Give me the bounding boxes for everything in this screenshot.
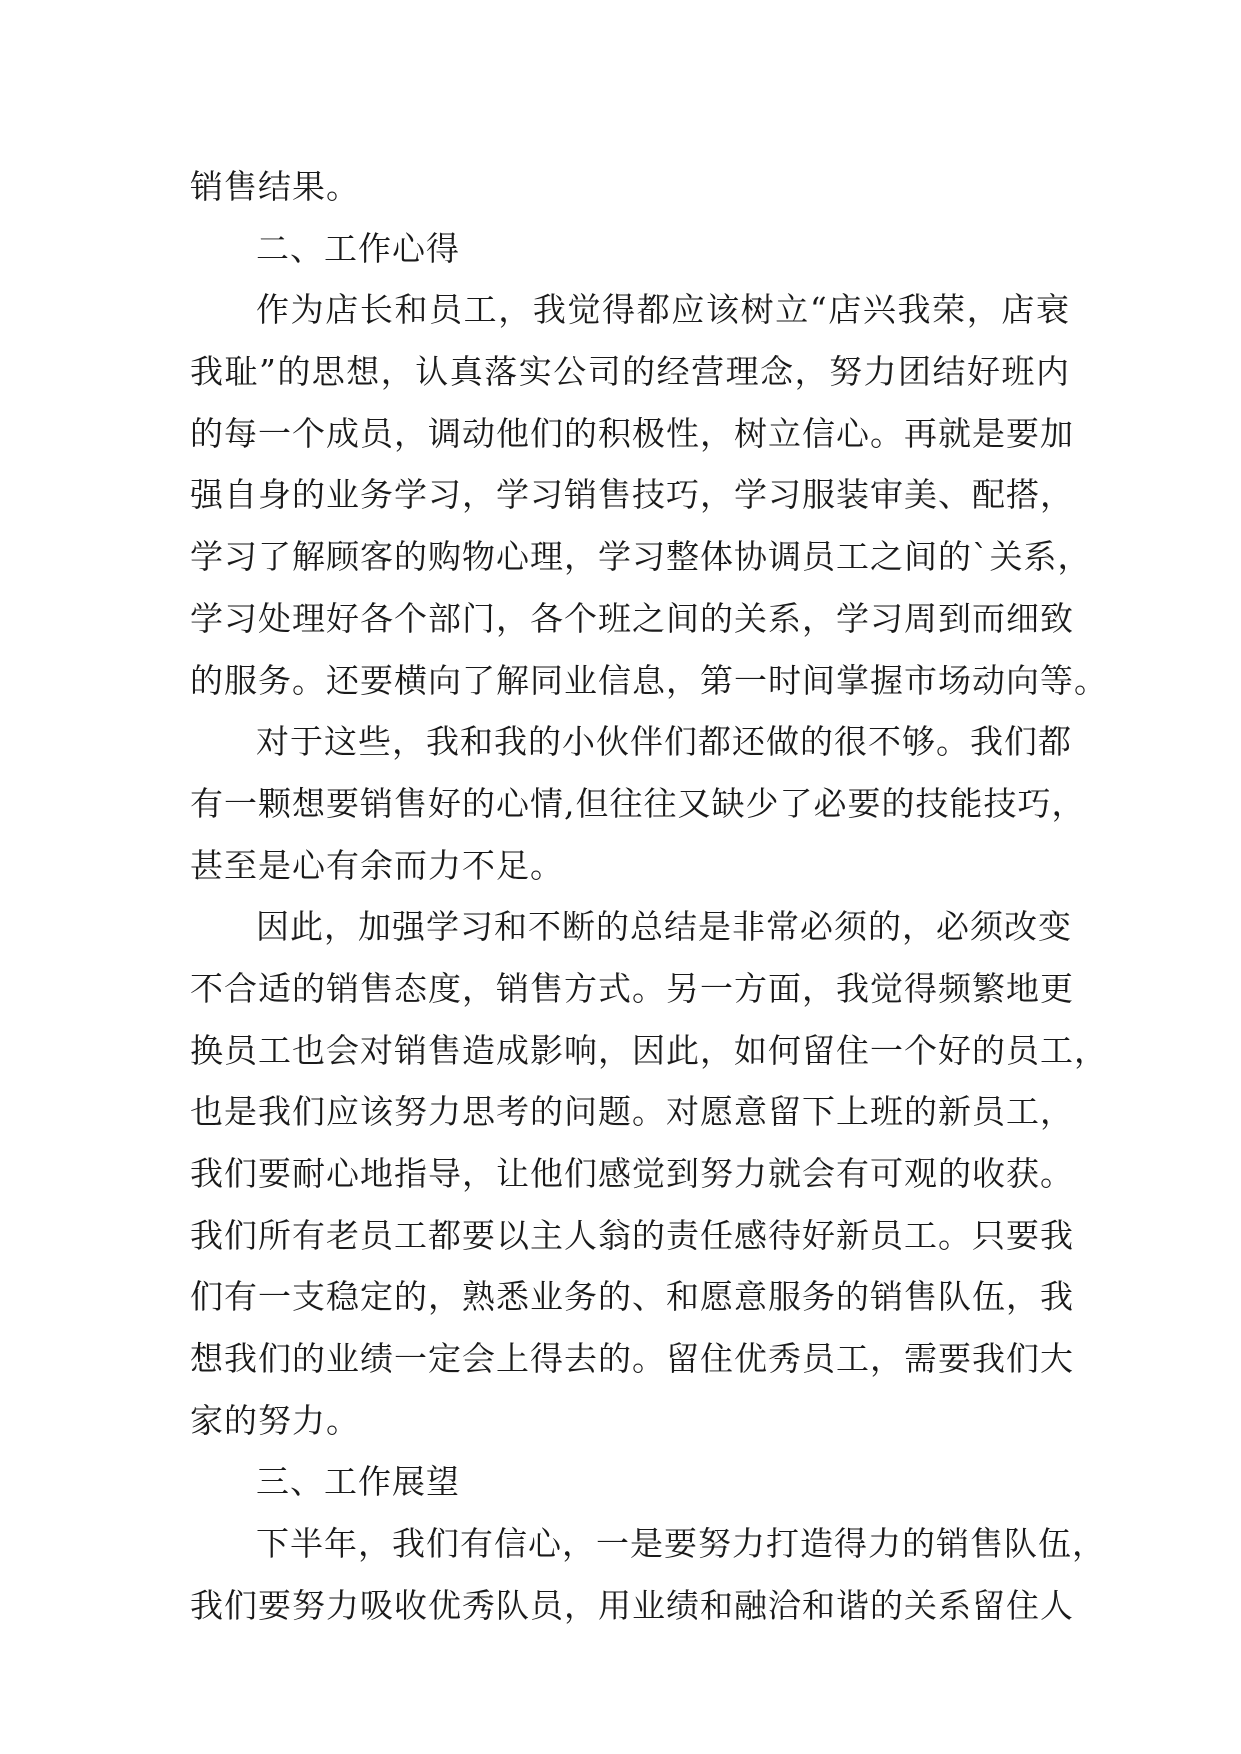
paragraph-line: 想我们的业绩一定会上得去的。留住优秀员工，需要我们大: [190, 1339, 1074, 1379]
paragraph-line: 强自身的业务学习，学习销售技巧，学习服装审美、配搭，: [190, 475, 1074, 515]
paragraph-line: 换员工也会对销售造成影响，因此，如何留住一个好的员工，: [190, 1030, 1108, 1070]
section-heading-work-experience: 二、工作心得: [256, 228, 460, 268]
paragraph-line: 家的努力。: [190, 1400, 360, 1440]
paragraph-line: 作为店长和员工，我觉得都应该树立“店兴我荣，店衰: [256, 290, 1070, 330]
paragraph-line: 我们所有老员工都要以主人翁的责任感待好新员工。只要我: [190, 1215, 1074, 1255]
paragraph-line: 销售结果。: [190, 167, 360, 206]
paragraph-line: 们有一支稳定的，熟悉业务的、和愿意服务的销售队伍，我: [190, 1277, 1074, 1317]
paragraph-line: 有一颗想要销售好的心情,但往往又缺少了必要的技能技巧，: [190, 783, 1086, 823]
paragraph-line: 对于这些，我和我的小伙伴们都还做的很不够。我们都: [256, 722, 1072, 762]
paragraph-line: 因此，加强学习和不断的总结是非常必须的，必须改变: [256, 907, 1072, 947]
section-heading-work-outlook: 三、工作展望: [256, 1462, 460, 1502]
paragraph-line: 也是我们应该努力思考的问题。对愿意留下上班的新员工，: [190, 1092, 1074, 1132]
document-body: [190, 156, 1108, 1637]
paragraph-line: 的每一个成员，调动他们的积极性，树立信心。再就是要加: [190, 413, 1074, 453]
paragraph-line: 学习处理好各个部门，各个班之间的关系，学习周到而细致: [190, 598, 1074, 638]
paragraph-line: 学习了解顾客的购物心理，学习整体协调员工之间的`关系，: [190, 537, 1092, 577]
paragraph-line: 我耻”的思想，认真落实公司的经营理念，努力团结好班内: [190, 352, 1070, 392]
paragraph-line: 甚至是心有余而力不足。: [190, 845, 564, 885]
paragraph-line: 不合适的销售态度，销售方式。另一方面，我觉得频繁地更: [190, 968, 1074, 1008]
paragraph-line: 的服务。还要横向了解同业信息，第一时间掌握市场动向等。: [190, 660, 1108, 700]
paragraph-line: 我们要努力吸收优秀队员，用业绩和融洽和谐的关系留住人: [190, 1585, 1074, 1625]
paragraph-line: 我们要耐心地指导，让他们感觉到努力就会有可观的收获。: [190, 1154, 1074, 1193]
paragraph-line: 下半年，我们有信心，一是要努力打造得力的销售队伍，: [256, 1524, 1106, 1564]
